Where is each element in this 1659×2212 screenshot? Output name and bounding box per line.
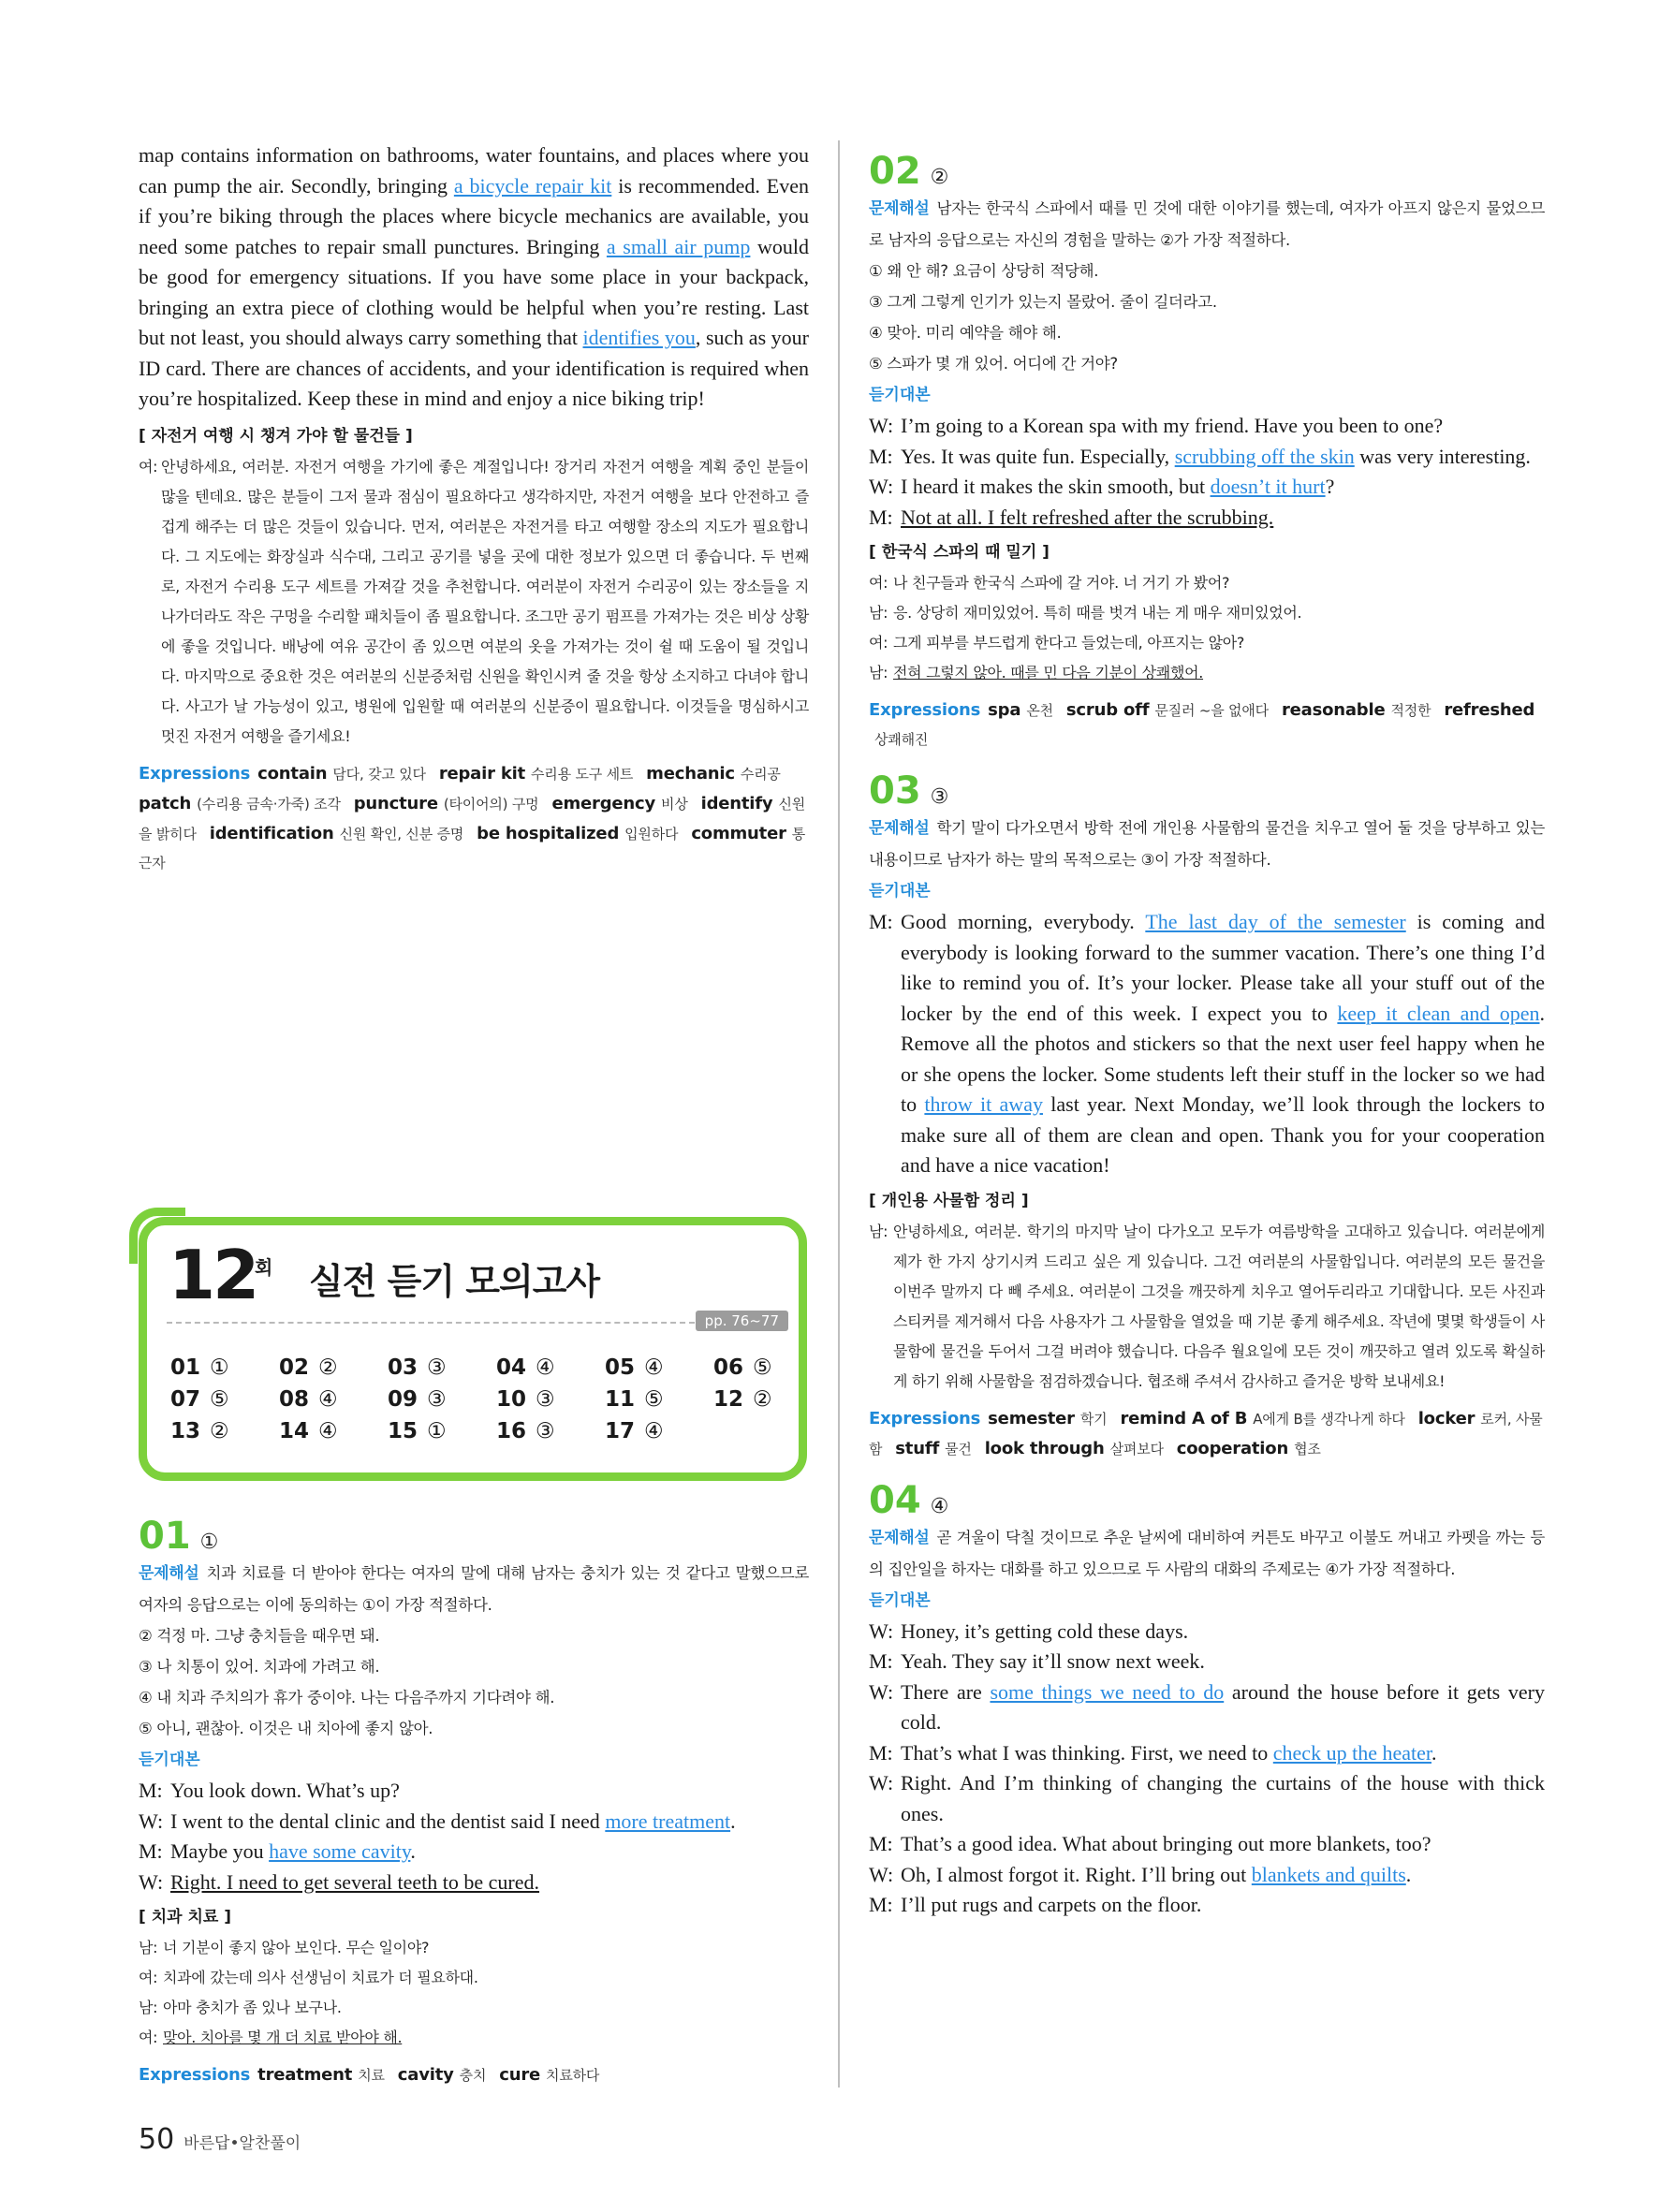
question-04 — [869, 1479, 1545, 1921]
speaker-label: 남: — [869, 604, 888, 622]
script-text — [901, 1647, 1545, 1677]
answer-choice: ① — [427, 1419, 447, 1443]
expression-meaning: 살펴보다 — [1109, 1440, 1164, 1458]
answer-choice: ③ — [427, 1355, 447, 1380]
highlighted-phrase: more treatment — [605, 1809, 731, 1833]
highlighted-phrase: keep it clean and open — [1337, 1001, 1540, 1025]
text-run: is recommended. Even if you’re biking through the places where bicycle mechanics are available, you need some patches to repair small punctures. Bringing — [139, 173, 809, 258]
speaker-label: M: — [869, 910, 893, 933]
translation-title: [ 자전거 여행 시 챙겨 가야 할 물건들 ] — [139, 426, 413, 446]
answer-choice: ⑤ — [210, 1387, 229, 1412]
expressions-label: Expressions — [139, 763, 251, 784]
speaker-label: 여: — [869, 574, 888, 592]
script-text — [901, 907, 1545, 1181]
answer-choice: ③ — [536, 1387, 555, 1412]
script-text — [170, 1868, 809, 1898]
script-text — [170, 1837, 809, 1868]
speaker-label: M: — [139, 1839, 163, 1863]
answer-choice: ① — [210, 1355, 229, 1380]
speaker-label: 여: — [869, 634, 888, 652]
script-text — [901, 442, 1545, 473]
answer-choice: ② — [318, 1355, 338, 1380]
expression-word: puncture — [353, 793, 438, 813]
question-header — [869, 1479, 1545, 1522]
text-run: , such as your ID card. There are chances of accidents, and your identification is required when you’re hospitalized. Keep these in mind and enjoy a nice biking trip! — [139, 326, 810, 410]
answer-choice: ③ — [536, 1419, 555, 1443]
book-label: 바른답•알찬풀이 — [184, 2134, 301, 2153]
explanation-label: 문제해설 — [869, 1528, 930, 1547]
answer-question-number: 07 — [170, 1387, 201, 1412]
expression-word: cooperation — [1176, 1438, 1289, 1458]
script-text — [901, 1677, 1545, 1738]
text-run: I heard it makes the skin smooth, but — [901, 475, 1211, 498]
text-run: Yes. It was quite fun. Especially, — [901, 444, 1175, 468]
answer-question-number: 08 — [279, 1387, 310, 1412]
answer-choice: ⑤ — [644, 1387, 664, 1412]
answer-cell — [388, 1387, 496, 1412]
answer-question-number: 11 — [605, 1387, 636, 1412]
expression-word: look through — [984, 1438, 1105, 1458]
answer-cell — [713, 1387, 822, 1412]
question-number: 01 — [139, 1515, 191, 1558]
translation-text: 응. 상당히 재미있었어. 특히 때를 벗겨 내는 게 매우 재미있었어. — [893, 604, 1302, 622]
translation-line — [139, 1933, 809, 1963]
speaker-label: W: — [869, 1771, 894, 1795]
speaker-label: 여: — [139, 1969, 158, 1986]
script-line — [869, 1829, 1545, 1860]
answer-question-number: 10 — [496, 1387, 527, 1412]
text-run: would be good for emergency situations. If you have some place in your backpack, bringing an extra piece of clothing would be helpful when you’re resting. Last but not least, you should always carry something that — [139, 234, 810, 349]
script-line — [869, 472, 1545, 503]
highlighted-phrase: identifies you — [582, 326, 696, 349]
answer-cell — [713, 1355, 822, 1380]
expression-word: stuff — [895, 1438, 940, 1458]
script-text — [901, 1829, 1545, 1860]
explanation — [869, 1522, 1545, 1585]
expression-meaning: 로커, 사물함 — [869, 1410, 1543, 1458]
question-02 — [869, 150, 1545, 754]
expression-meaning: (수리용 금속·가죽) 조각 — [197, 795, 341, 813]
test-number-suffix: 회 — [255, 1256, 273, 1279]
answer-cell — [496, 1355, 605, 1380]
answer-question-number: 06 — [713, 1355, 744, 1380]
script-text — [901, 472, 1545, 503]
expression-meaning: 치료하다 — [546, 2067, 600, 2084]
answer-cell — [496, 1419, 605, 1443]
highlighted-phrase: a small air pump — [606, 234, 751, 258]
answer-cell — [605, 1419, 713, 1443]
answer-question-number: 12 — [713, 1387, 744, 1412]
expression-meaning: 학기 — [1079, 1410, 1108, 1428]
translation-text: 나 친구들과 한국식 스파에 갈 거야. 너 거기 가 봤어? — [893, 574, 1230, 592]
script-line — [869, 1677, 1545, 1738]
text-run: Good morning, everybody. — [901, 910, 1146, 933]
speaker-label: M: — [869, 1649, 893, 1673]
speaker-label: W: — [869, 475, 894, 498]
text-run: That’s a good idea. What about bringing out more blankets, too? — [901, 1832, 1431, 1855]
script-line — [869, 1647, 1545, 1677]
option-translation: ① 왜 안 해? 요금이 상당히 적당해. — [869, 262, 1099, 280]
answer-cell — [170, 1387, 279, 1412]
question-01 — [139, 1502, 809, 2090]
text-run: That’s what I was thinking. First, we need to — [901, 1740, 1273, 1765]
expression-word: commuter — [691, 823, 786, 843]
translation-block — [139, 452, 809, 752]
option-translation: ② 걱정 마. 그냥 충치들을 때우면 돼. — [139, 1627, 380, 1645]
expressions-label: Expressions — [139, 2065, 251, 2085]
question-header — [869, 769, 1545, 813]
speaker-label: M: — [869, 505, 893, 529]
speaker-label: 남: — [869, 664, 888, 681]
script-text — [901, 411, 1545, 442]
answer-choice: ⑤ — [753, 1355, 772, 1380]
speaker-label: W: — [869, 1862, 894, 1886]
expressions-block — [869, 1404, 1545, 1464]
script-label: 듣기대본 — [869, 882, 931, 901]
expression-meaning: 치료 — [358, 2067, 385, 2084]
script-line — [869, 503, 1545, 534]
question-number: 03 — [869, 769, 921, 813]
expression-word: repair kit — [438, 763, 525, 784]
text-run: You look down. What’s up? — [170, 1779, 400, 1802]
speaker-label: M: — [139, 1779, 163, 1802]
translation-line — [139, 1993, 809, 2023]
speaker-label: M: — [869, 444, 893, 468]
left-column — [139, 140, 809, 878]
speaker-label: W: — [869, 1679, 894, 1704]
text-run: Right. And I’m thinking of changing the curtains of the house with thick ones. — [901, 1771, 1545, 1825]
answer-choice: ② — [210, 1419, 229, 1443]
text-run: Honey, it’s getting cold these days. — [901, 1619, 1189, 1643]
explanation-text: 남자는 한국식 스파에서 때를 민 것에 대한 이야기를 했는데, 여자가 아프지 않은지 물었으므로 남자의 응답으로는 자신의 경험을 말하는 ②가 가장 적절하다. — [869, 199, 1545, 249]
translation-line — [869, 658, 1545, 688]
text-run: . — [1431, 1740, 1437, 1765]
speaker-label: M: — [869, 1832, 893, 1855]
answer-question-number: 15 — [388, 1419, 418, 1443]
explanation-label: 문제해설 — [869, 199, 930, 218]
question-answer: ① — [199, 1531, 219, 1554]
expression-meaning: 물건 — [945, 1440, 972, 1458]
test-number: 12 — [169, 1236, 257, 1314]
question-number: 04 — [869, 1478, 921, 1522]
text-run: There are — [901, 1679, 991, 1704]
translation-text: 아마 충치가 좀 있나 보구나. — [163, 1999, 342, 2016]
answer-grid — [170, 1355, 822, 1443]
text-run: I went to the dental clinic and the dentist said I need — [170, 1809, 606, 1833]
answer-question-number: 05 — [605, 1355, 636, 1380]
text-run: . — [730, 1809, 736, 1833]
speaker-label: 여: — [139, 457, 158, 476]
explanation — [139, 1558, 809, 1620]
answer-key-box — [139, 1217, 807, 1481]
expression-word: cure — [499, 2065, 541, 2085]
question-number: 02 — [869, 150, 921, 193]
expression-meaning: A에게 B를 생각나게 하다 — [1253, 1410, 1405, 1428]
answer-choice: ④ — [644, 1419, 664, 1443]
script-text — [170, 1807, 809, 1838]
text-run: Maybe you — [170, 1839, 270, 1863]
speaker-label: 여: — [139, 2029, 158, 2046]
option-translation: ④ 맞아. 미리 예약을 해야 해. — [869, 324, 1062, 342]
expressions-block — [139, 759, 809, 878]
translation-line — [139, 1963, 809, 1993]
option-translation: ⑤ 아니, 괜찮아. 이것은 내 치아에 좋지 않아. — [139, 1720, 433, 1737]
expressions-block — [139, 2060, 809, 2090]
highlighted-phrase: a bicycle repair kit — [453, 173, 612, 198]
script-text — [901, 503, 1545, 534]
option-translation: ④ 내 치과 주치의가 휴가 중이야. 나는 다음주까지 기다려야 해. — [139, 1689, 555, 1707]
expressions-label: Expressions — [869, 700, 981, 720]
expression-word: treatment — [257, 2065, 353, 2085]
right-column — [869, 137, 1545, 1921]
text-run: Yeah. They say it’ll snow next week. — [901, 1649, 1205, 1673]
question-answer: ④ — [930, 1494, 949, 1518]
script-text — [901, 1768, 1545, 1829]
answer-choice: ④ — [536, 1355, 555, 1380]
text-run: was very interesting. — [1354, 444, 1531, 468]
script-line — [869, 1890, 1545, 1921]
answer-question-number: 04 — [496, 1355, 527, 1380]
answer-choice: ④ — [644, 1355, 664, 1380]
expression-word: locker — [1417, 1408, 1475, 1428]
expression-meaning: 협조 — [1294, 1440, 1321, 1458]
highlighted-phrase: have some cavity — [269, 1839, 411, 1863]
question-header — [139, 1515, 809, 1558]
page-number: 50 — [139, 2123, 175, 2156]
answer-choice: ④ — [318, 1419, 338, 1443]
answer-cell — [279, 1355, 388, 1380]
expression-word: scrub off — [1065, 700, 1150, 720]
translation-text: 안녕하세요, 여러분. 자전거 여행을 가기에 좋은 계절입니다! 장거리 자전거 여행을 계획 중인 분들이 많을 텐데요. 많은 분들이 그저 물과 점심이 필요하다고 생각하지만, 자전거 여행을 보다 안전하고 즐겁게 해주는 더 많은 것들이 있습니다. 먼저, 여러분은 자전거를 타고 여행할 장소의 지도가 필요합니다. 그 지도에는 화장실과 식수대, 그리고 공기를 넣을 곳에 대한 정보가 있으면 더 좋습니다. 두 번째로, 자전거 수리용 도구 세트를 가져갈 것을 추천합니다. 여러분이 자전거 수리공이 있는 장소들을 지나가더라도 작은 구멍을 수리할 패치들이 좀 필요합니다. 조그만 공기 펌프를 가져가는 것은 비상 상황에 좋을 것입니다. 배낭에 여유 공간이 좀 있으면 여분의 옷을 가져가는 것이 쉴 때 도움이 될 것입니다. 마지막으로 중요한 것은 여러분의 신분증처럼 신원을 확인시켜 줄 것을 항상 소지하고 다녀야 합니다. 사고가 날 가능성이 있고, 병원에 입원할 때 여러분의 신분증이 필요합니다. 이것들을 명심하시고 멋진 자전거 여행을 즐기세요! — [161, 457, 809, 745]
page-range-badge: pp. 76~77 — [696, 1311, 788, 1331]
script-text — [170, 1776, 809, 1807]
explanation-label: 문제해설 — [869, 819, 930, 838]
translation-text: 맞아. 치아를 몇 개 더 치료 받아야 해. — [163, 2029, 403, 2046]
underlined-answer: Not at all. I felt refreshed after the scrubbing. — [901, 505, 1274, 529]
answer-question-number: 09 — [388, 1387, 418, 1412]
column-divider — [838, 140, 840, 2087]
expression-meaning: (타이어의) 구멍 — [443, 795, 539, 813]
translation-title: [ 치과 치료 ] — [139, 1908, 231, 1926]
answer-question-number: 03 — [388, 1355, 418, 1380]
script-line — [869, 1617, 1545, 1648]
script-line — [869, 442, 1545, 473]
answer-cell — [605, 1387, 713, 1412]
script-line — [139, 1868, 809, 1898]
speaker-label: M: — [869, 1740, 893, 1765]
expression-word: refreshed — [1444, 700, 1535, 720]
explanation-label: 문제해설 — [139, 1564, 199, 1583]
expression-word: patch — [139, 793, 192, 813]
answer-choice: ② — [753, 1387, 772, 1412]
text-run: Oh, I almost forgot it. Right. I’ll bring out — [901, 1862, 1252, 1886]
translation-text: 치과에 갔는데 의사 선생님이 치료가 더 필요하대. — [163, 1969, 478, 1986]
script-text — [901, 1738, 1545, 1769]
explanation-text: 치과 치료를 더 받아야 한다는 여자의 말에 대해 남자는 충치가 있는 것 같다고 말했으므로 여자의 응답으로는 이에 동의하는 ①이 가장 적절하다. — [139, 1564, 809, 1614]
translation-text: 너 기분이 좋지 않아 보인다. 무슨 일이야? — [163, 1939, 430, 1956]
speaker-label: 남: — [139, 1939, 158, 1956]
translation-text: 그게 피부를 부드럽게 한다고 들었는데, 아프지는 않아? — [893, 634, 1245, 652]
highlighted-phrase: check up the heater — [1272, 1740, 1431, 1765]
explanation-text: 곧 겨울이 닥칠 것이므로 추운 날씨에 대비하여 커튼도 바꾸고 이불도 꺼내고 카펫을 까는 등의 집안일을 하자는 대화를 하고 있으므로 두 사람의 대화의 주제로는 ④가 가장 적절하다. — [869, 1528, 1545, 1578]
explanation — [869, 813, 1545, 875]
speaker-label: W: — [139, 1869, 164, 1894]
answer-question-number: 02 — [279, 1355, 310, 1380]
translation-text: 안녕하세요, 여러분. 학기의 마지막 날이 다가오고 모두가 여름방학을 고대하고 있습니다. 여러분에게 제가 한 가지 상기시켜 드리고 싶은 게 있습니다. 그건 여러분의 사물함입니다. 여러분의 모든 물건을 이번주 말까지 다 빼 주세요. 여러분이 그것을 깨끗하게 치우고 열어두리라고 기대합니다. 모든 사진과 스티커를 제거해서 다음 사용자가 그 사물함을 열었을 때 기분 좋게 해주세요. 작년에 몇몇 학생들이 사물함에 물건을 두어서 그걸 버려야 했습니다. 다음주 월요일에 모든 것이 깨끗하고 열려 있도록 확실하게 하기 위해 사물함을 점검하겠습니다. 협조해 주셔서 감사하고 즐거운 방학 보내세요! — [893, 1222, 1545, 1390]
script-line — [869, 907, 1545, 1181]
expression-meaning: 상쾌해진 — [874, 731, 929, 748]
answer-cell — [605, 1355, 713, 1380]
script-line — [869, 1738, 1545, 1769]
script-text — [901, 1890, 1545, 1921]
translation-line — [869, 628, 1545, 658]
text-run: ? — [1325, 475, 1335, 498]
script-label: 듣기대본 — [139, 1751, 200, 1769]
option-translation: ③ 나 치통이 있어. 치과에 가려고 해. — [139, 1658, 380, 1676]
intro-paragraph — [139, 140, 809, 415]
answer-choice: ③ — [427, 1387, 447, 1412]
answer-cell — [496, 1387, 605, 1412]
script-line — [139, 1837, 809, 1868]
expression-meaning: 신원을 밝히다 — [139, 795, 806, 842]
option-translation: ⑤ 스파가 몇 개 있어. 어디에 간 거야? — [869, 355, 1118, 373]
text-run: . — [1405, 1862, 1412, 1886]
expression-meaning: 충치 — [459, 2067, 487, 2084]
answer-cell — [388, 1419, 496, 1443]
translation-title: [ 개인용 사물함 정리 ] — [869, 1191, 1029, 1210]
translation-line — [139, 2023, 809, 2053]
answer-choice: ④ — [318, 1387, 338, 1412]
question-03 — [869, 769, 1545, 1464]
text-run: is coming and everybody is looking forward to the summer vacation. There’s one thing I’d like to remind you of. It’s your locker. Please take all your stuff out of the locker by the end of this week. I expect you to — [901, 910, 1545, 1025]
text-run: I’ll put rugs and carpets on the floor. — [901, 1893, 1202, 1916]
question-header — [869, 150, 1545, 193]
answer-question-number: 17 — [605, 1419, 636, 1443]
translation-title: [ 한국식 스파의 때 밀기 ] — [869, 543, 1050, 562]
translation-line — [869, 568, 1545, 598]
option-translation: ③ 그게 그렇게 인기가 있는지 몰랐어. 줄이 길더라고. — [869, 293, 1217, 311]
expression-meaning: 문질러 ~을 없애다 — [1154, 702, 1269, 719]
expression-word: identify — [700, 793, 773, 813]
script-line — [139, 1776, 809, 1807]
script-label: 듣기대본 — [869, 386, 931, 404]
expression-word: emergency — [551, 793, 656, 813]
expression-meaning: 적정한 — [1390, 702, 1431, 719]
expression-meaning: 담다, 갖고 있다 — [332, 765, 426, 783]
answer-question-number: 01 — [170, 1355, 201, 1380]
highlighted-phrase: blankets and quilts — [1251, 1862, 1406, 1886]
answer-cell — [279, 1387, 388, 1412]
highlighted-phrase: The last day of the semester — [1145, 910, 1406, 933]
answer-cell — [279, 1419, 388, 1443]
page-footer — [139, 2123, 301, 2156]
answer-question-number: 14 — [279, 1419, 310, 1443]
highlighted-phrase: doesn’t it hurt — [1210, 475, 1326, 498]
expression-meaning: 신원 확인, 신분 증명 — [339, 825, 464, 842]
answer-question-number: 13 — [170, 1419, 201, 1443]
answer-cell — [170, 1355, 279, 1380]
expressions-block — [869, 696, 1545, 754]
expressions-label: Expressions — [869, 1408, 981, 1428]
underlined-answer: Right. I need to get several teeth to be cured. — [170, 1869, 540, 1894]
expression-word: reasonable — [1281, 700, 1386, 720]
translation-block — [869, 1217, 1545, 1397]
script-label: 듣기대본 — [869, 1590, 931, 1610]
speaker-label: W: — [869, 414, 894, 437]
text-run: map contains information on bathrooms, water fountains, and places where you can pump the air. Secondly, bringing — [139, 143, 809, 198]
expression-word: cavity — [397, 2065, 454, 2085]
expression-meaning: 비상 — [661, 795, 688, 813]
text-run: . Remove all the photos and stickers so that the next user feel happy when he or she opens the locker. Some students left their stuff in the locker so we had to — [901, 1001, 1545, 1116]
script-line — [869, 411, 1545, 442]
speaker-label: W: — [869, 1619, 894, 1643]
script-text — [901, 1860, 1545, 1891]
explanation — [869, 193, 1545, 256]
speaker-label: M: — [869, 1893, 893, 1916]
script-line — [869, 1768, 1545, 1829]
text-run: . — [410, 1839, 416, 1863]
expression-word: mechanic — [646, 763, 735, 784]
highlighted-phrase: scrubbing off the skin — [1174, 444, 1355, 468]
question-answer: ③ — [930, 785, 949, 809]
answer-box-rule — [167, 1322, 695, 1324]
answer-question-number: 16 — [496, 1419, 527, 1443]
question-answer: ② — [930, 166, 949, 189]
script-text — [901, 1617, 1545, 1648]
expression-word: spa — [988, 700, 1021, 720]
translation-text: 전혀 그렇지 않아. 때를 민 다음 기분이 상쾌했어. — [893, 664, 1204, 681]
expression-meaning: 수리용 도구 세트 — [531, 765, 634, 783]
expression-word: semester — [988, 1408, 1075, 1428]
answer-cell — [388, 1355, 496, 1380]
highlighted-phrase: throw it away — [924, 1092, 1043, 1116]
speaker-label: 남: — [869, 1222, 888, 1240]
expression-word: contain — [257, 763, 328, 784]
expression-meaning: 통근자 — [139, 825, 806, 872]
expression-meaning: 수리공 — [740, 765, 781, 783]
script-line — [869, 1860, 1545, 1891]
expression-word: identification — [209, 823, 334, 843]
text-run: around the house before it gets very cold. — [901, 1679, 1545, 1734]
expression-word: remind A of B — [1120, 1408, 1248, 1428]
explanation-text: 학기 말이 다가오면서 방학 전에 개인용 사물함의 물건을 치우고 열어 둘 것을 당부하고 있는 내용이므로 남자가 하는 말의 목적으로는 ③이 가장 적절하다. — [869, 819, 1545, 869]
text-run: I’m going to a Korean spa with my friend. Have you been to one? — [901, 414, 1444, 437]
translation-line — [869, 598, 1545, 628]
answer-cell — [170, 1419, 279, 1443]
script-line — [139, 1807, 809, 1838]
text-run: last year. Next Monday, we’ll look through the lockers to make sure all of them are clean and open. Thank you for your cooperation and have a nice vacation! — [901, 1092, 1545, 1177]
expression-meaning: 온천 — [1026, 702, 1053, 719]
highlighted-phrase: some things we need to do — [990, 1679, 1225, 1704]
test-title: 실전 듣기 모의고사 — [309, 1261, 600, 1302]
speaker-label: 남: — [139, 1999, 158, 2016]
expression-meaning: 입원하다 — [624, 825, 679, 842]
expression-word: be hospitalized — [477, 823, 620, 843]
speaker-label: W: — [139, 1809, 164, 1833]
